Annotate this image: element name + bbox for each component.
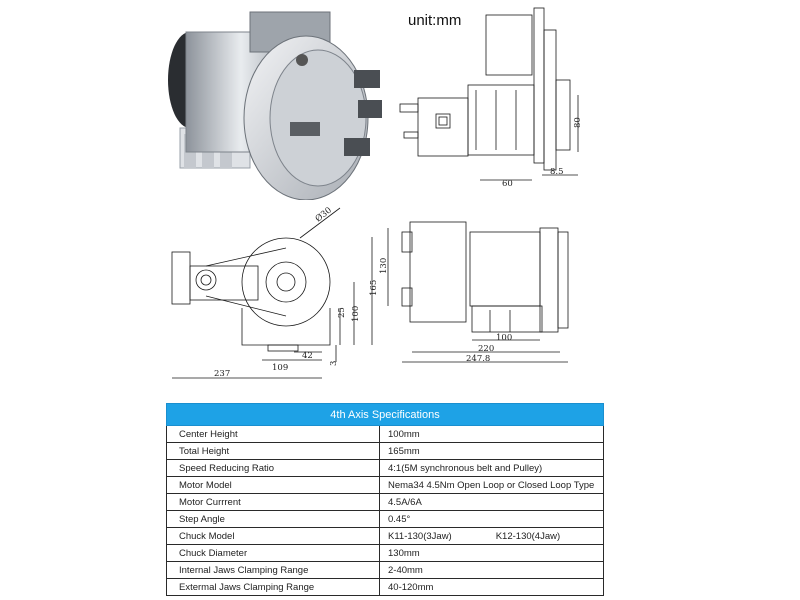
spec-value: 4.5A/6A — [380, 494, 604, 511]
spec-table — [166, 403, 604, 596]
spec-value-3jaw: K11-130(3Jaw) — [388, 530, 452, 542]
table-row — [167, 528, 604, 545]
dim-top-60: 60 — [502, 179, 513, 189]
spec-name: Total Height — [167, 443, 380, 460]
spec-value: 40-120mm — [380, 579, 604, 596]
spec-value: 0.45° — [380, 511, 604, 528]
spec-value-4jaw: K12-130(4Jaw) — [495, 530, 561, 542]
spec-name: Chuck Model — [167, 528, 380, 545]
dim-front-100: 100 — [351, 305, 361, 322]
table-row — [167, 511, 604, 528]
dim-front-130: 130 — [379, 257, 389, 274]
spec-value: 130mm — [380, 545, 604, 562]
dim-top-8-5: 8.5 — [550, 167, 564, 177]
dim-side-100: 100 — [496, 333, 513, 343]
spec-name: Chuck Diameter — [167, 545, 380, 562]
table-row — [167, 562, 604, 579]
dim-front-237: 237 — [214, 369, 231, 379]
spec-value: 100mm — [380, 426, 604, 443]
spec-value: 2-40mm — [380, 562, 604, 579]
dim-side-220: 220 — [478, 344, 495, 354]
table-row — [167, 443, 604, 460]
dim-front-42: 42 — [302, 351, 313, 361]
dim-front-165: 165 — [369, 279, 379, 296]
table-row — [167, 545, 604, 562]
spec-name: Motor Model — [167, 477, 380, 494]
spec-value — [380, 528, 604, 545]
spec-value: 165mm — [380, 443, 604, 460]
dim-front-3: 3 — [329, 360, 339, 366]
table-row — [167, 460, 604, 477]
dim-front-25: 25 — [337, 307, 347, 318]
unit-label: unit:mm — [408, 12, 462, 29]
spec-value: 4:1(5M synchronous belt and Pulley) — [380, 460, 604, 477]
table-row — [167, 426, 604, 443]
dim-front-109: 109 — [272, 363, 289, 373]
spec-name: Extermal Jaws Clamping Range — [167, 579, 380, 596]
spec-name: Step Angle — [167, 511, 380, 528]
dim-diameter-30: Ø30 — [313, 205, 334, 225]
spec-value: Nema34 4.5Nm Open Loop or Closed Loop Type — [380, 477, 604, 494]
spec-name: Internal Jaws Clamping Range — [167, 562, 380, 579]
dim-side-247-8: 247.8 — [466, 354, 491, 364]
spec-name: Motor Currrent — [167, 494, 380, 511]
spec-name: Center Height — [167, 426, 380, 443]
table-row — [167, 477, 604, 494]
spec-name: Speed Reducing Ratio — [167, 460, 380, 477]
table-row — [167, 579, 604, 596]
dim-top-80: 80 — [573, 117, 583, 128]
table-row — [167, 494, 604, 511]
spec-table-title: 4th Axis Specifications — [167, 404, 604, 426]
